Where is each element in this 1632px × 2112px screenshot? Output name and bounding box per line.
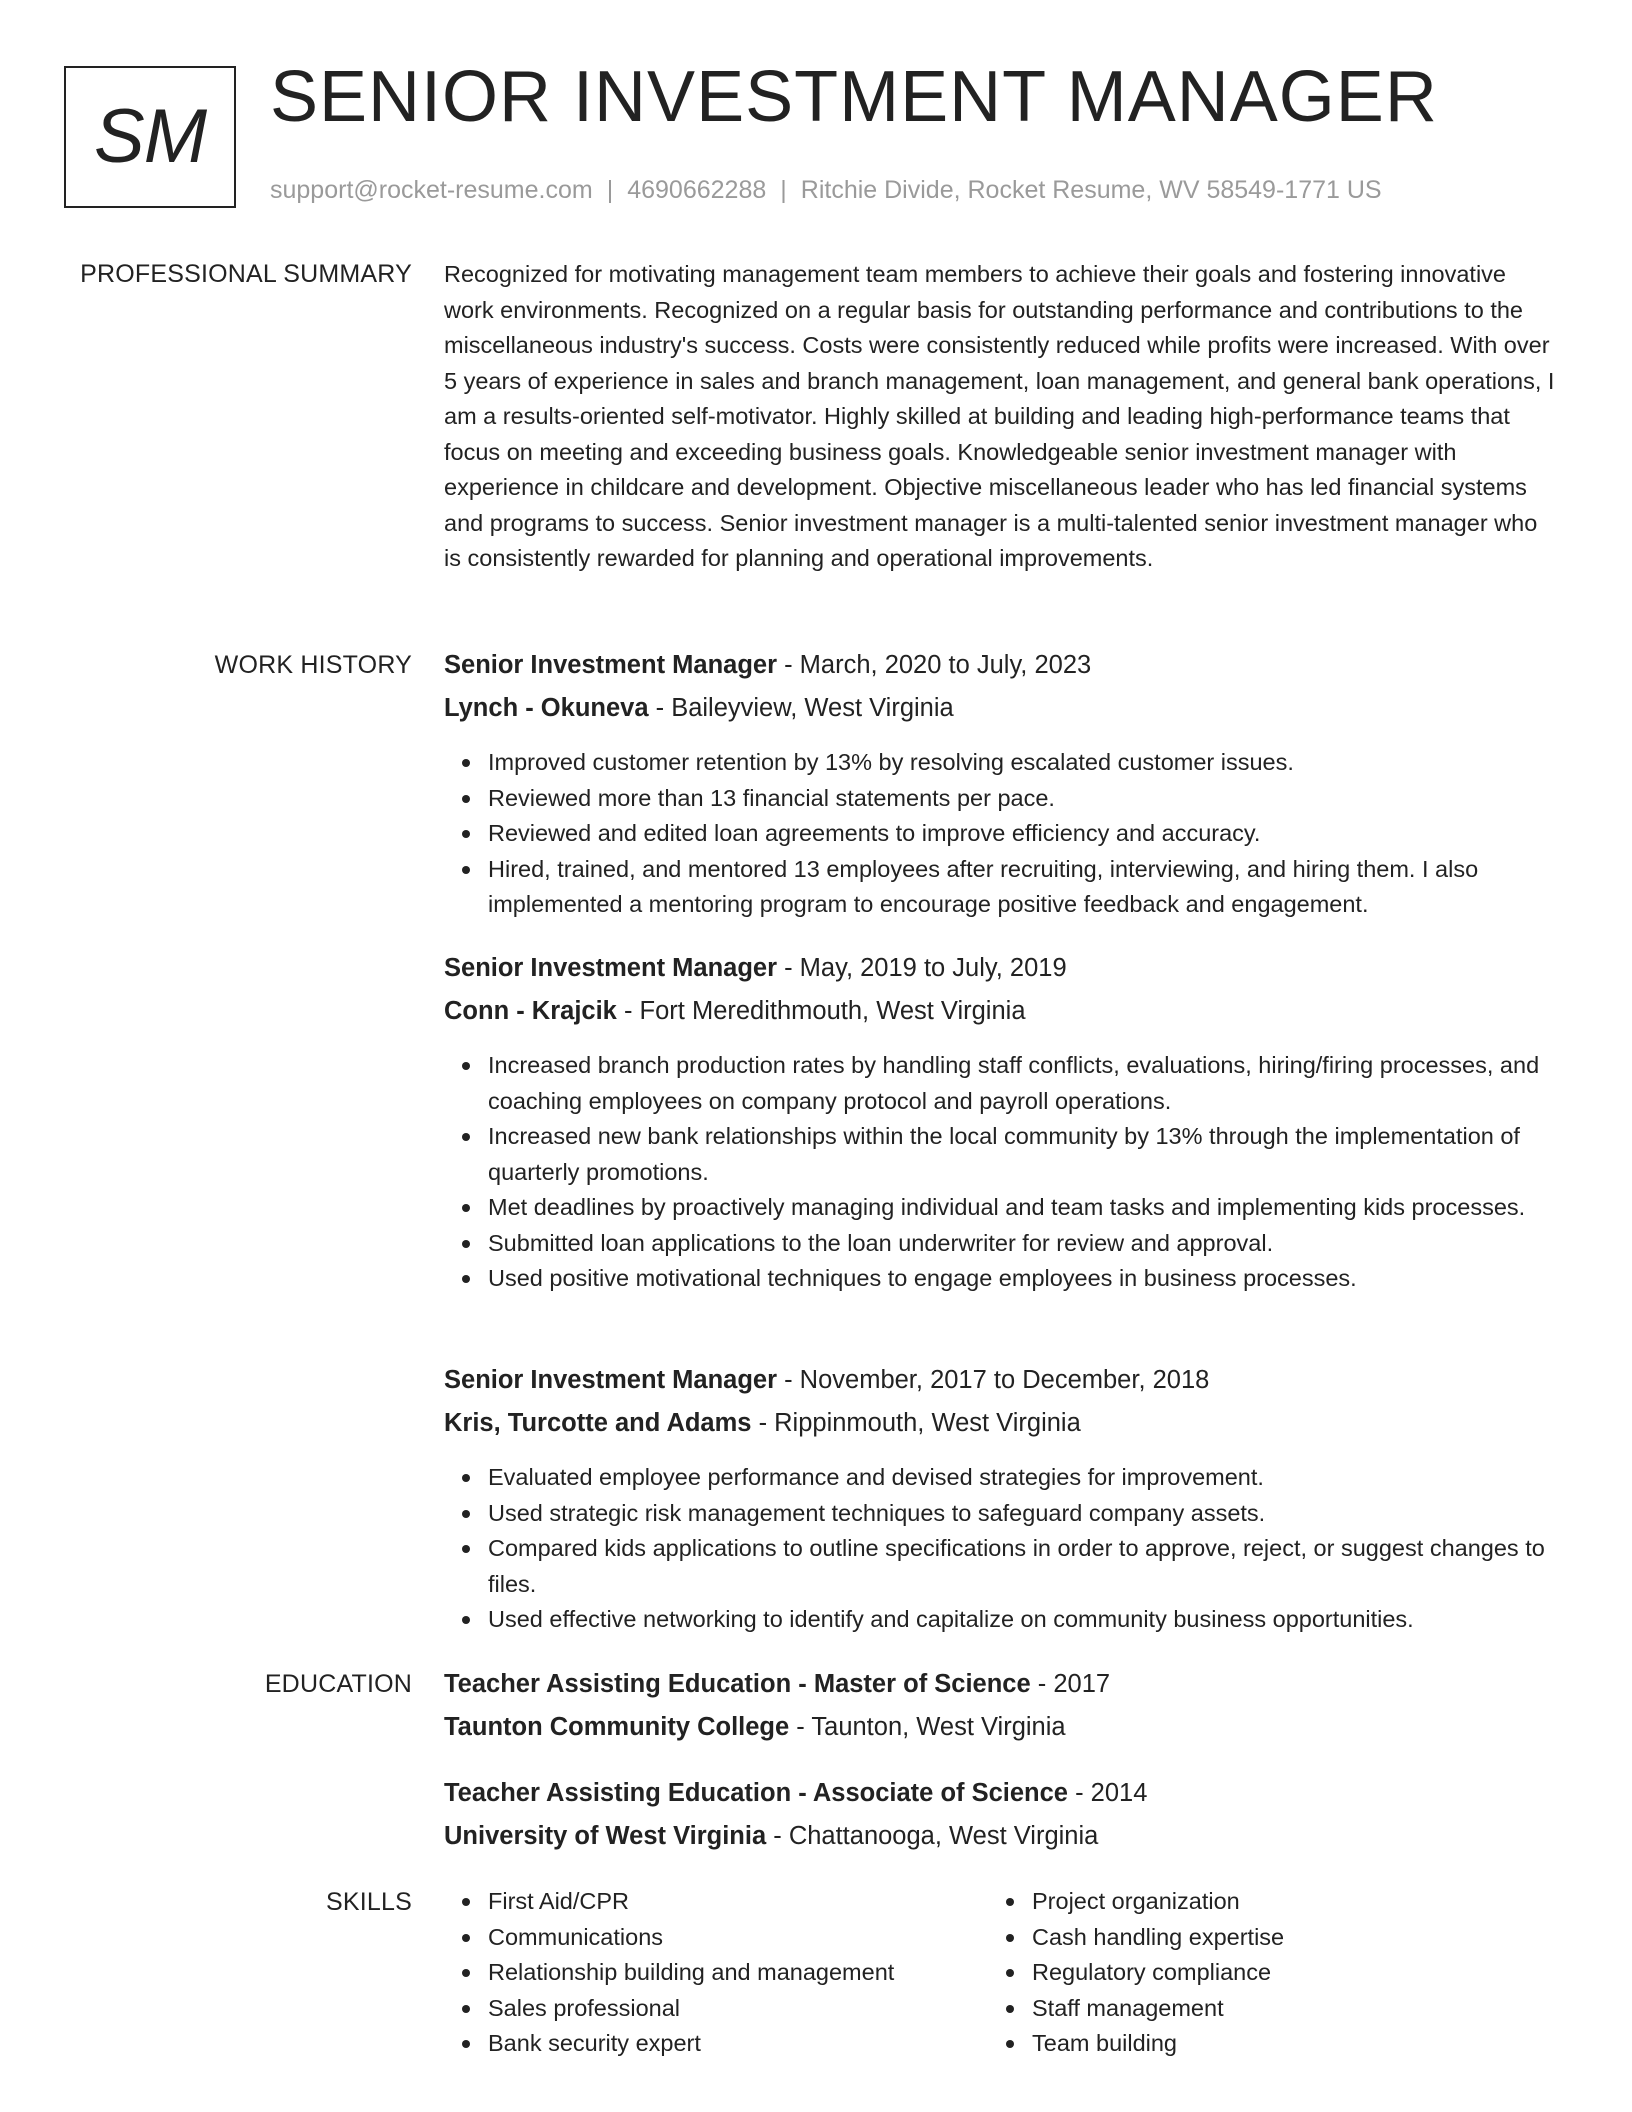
section-label-summary: PROFESSIONAL SUMMARY bbox=[80, 260, 412, 288]
list-item: Met deadlines by proactively managing individual and team tasks and implementing kids processes. bbox=[488, 1190, 1556, 1226]
school-location: - Chattanooga, West Virginia bbox=[766, 1821, 1099, 1850]
job-dates: - May, 2019 to July, 2019 bbox=[777, 954, 1067, 982]
summary-section bbox=[444, 257, 1556, 577]
company-name: Conn - Krajcik bbox=[444, 996, 617, 1025]
education-entry bbox=[444, 1669, 1556, 1742]
list-item: Reviewed more than 13 financial statements per pace. bbox=[488, 781, 1556, 817]
skill-item: Staff management bbox=[1032, 1991, 1284, 2027]
degree-name: Teacher Assisting Education - Associate of Science bbox=[444, 1779, 1068, 1807]
section-label-work-history: WORK HISTORY bbox=[214, 651, 412, 679]
company-line bbox=[444, 996, 1556, 1027]
job-title-line bbox=[444, 1365, 1556, 1396]
summary-text: Recognized for motivating management team members to achieve their goals and fostering innovative work environments. Recognized on a regular basis for outstanding performance and contributions to the miscellaneous industry's success. Costs were consistently reduced while profits were increased. With over 5 years of experience in sales and branch management, loan management, and general bank operations, I am a results-oriented self-motivator. Highly skilled at building and leading high-performance teams that focus on meeting and exceeding business goals. Knowledgeable senior investment manager with experience in childcare and development. Objective miscellaneous leader who has led financial systems and programs to success. Senior investment manager is a multi-talented senior investment manager who is consistently rewarded for planning and operational improvements. bbox=[444, 261, 1555, 571]
section-label-skills: SKILLS bbox=[326, 1888, 412, 1916]
list-item: Used effective networking to identify and capitalize on community business opportunities. bbox=[488, 1602, 1556, 1638]
skill-item: Project organization bbox=[1032, 1884, 1284, 1920]
skill-item: Sales professional bbox=[488, 1991, 894, 2027]
job-entry bbox=[444, 1365, 1556, 1638]
list-item: Used strategic risk management techniques to safeguard company assets. bbox=[488, 1496, 1556, 1532]
job-bullets bbox=[444, 1048, 1556, 1297]
degree-name: Teacher Assisting Education - Master of Science bbox=[444, 1670, 1031, 1698]
company-line bbox=[444, 1408, 1556, 1439]
skill-item: Communications bbox=[488, 1920, 894, 1956]
contact-phone[interactable]: 4690662288 bbox=[627, 176, 767, 204]
list-item: Used positive motivational techniques to engage employees in business processes. bbox=[488, 1261, 1556, 1297]
job-title-line bbox=[444, 650, 1556, 681]
job-bullets bbox=[444, 1460, 1556, 1638]
school-name: University of West Virginia bbox=[444, 1821, 767, 1850]
skill-item: Regulatory compliance bbox=[1032, 1955, 1284, 1991]
monogram-initials: SM bbox=[94, 94, 206, 179]
list-item: Submitted loan applications to the loan underwriter for review and approval. bbox=[488, 1226, 1556, 1262]
job-title: Senior Investment Manager bbox=[444, 1366, 778, 1394]
list-item: Increased branch production rates by handling staff conflicts, evaluations, hiring/firing processes, and coaching employees on company protocol and payroll operations. bbox=[488, 1048, 1556, 1119]
skills-list bbox=[444, 1884, 894, 2062]
monogram-box bbox=[64, 66, 236, 208]
skills-column-left bbox=[444, 1884, 894, 2062]
contact-line bbox=[270, 175, 1382, 205]
contact-address: Ritchie Divide, Rocket Resume, WV 58549-1771 US bbox=[800, 176, 1382, 204]
skill-item: Team building bbox=[1032, 2026, 1284, 2062]
list-item: Evaluated employee performance and devised strategies for improvement. bbox=[488, 1460, 1556, 1496]
job-entry bbox=[444, 650, 1556, 923]
degree-line bbox=[444, 1669, 1556, 1700]
degree-year: - 2014 bbox=[1068, 1779, 1148, 1807]
company-line bbox=[444, 693, 1556, 724]
list-item: Compared kids applications to outline specifications in order to approve, reject, or suggest changes to files. bbox=[488, 1531, 1556, 1602]
school-line bbox=[444, 1821, 1556, 1852]
job-title: Senior Investment Manager bbox=[444, 954, 778, 982]
company-name: Lynch - Okuneva bbox=[444, 693, 649, 722]
company-location: - Rippinmouth, West Virginia bbox=[751, 1408, 1081, 1437]
school-name: Taunton Community College bbox=[444, 1712, 790, 1741]
job-dates: - March, 2020 to July, 2023 bbox=[777, 651, 1092, 679]
contact-separator: | bbox=[606, 176, 614, 204]
job-dates: - November, 2017 to December, 2018 bbox=[777, 1366, 1210, 1394]
degree-line bbox=[444, 1778, 1556, 1809]
skills-list bbox=[988, 1884, 1284, 2062]
school-line bbox=[444, 1712, 1556, 1743]
skills-section bbox=[444, 1884, 1556, 2064]
skill-item: Relationship building and management bbox=[488, 1955, 894, 1991]
skill-item: Cash handling expertise bbox=[1032, 1920, 1284, 1956]
list-item: Improved customer retention by 13% by resolving escalated customer issues. bbox=[488, 745, 1556, 781]
skills-column-right bbox=[988, 1884, 1284, 2062]
list-item: Hired, trained, and mentored 13 employees after recruiting, interviewing, and hiring them. I also implemented a mentoring program to encourage positive feedback and engagement. bbox=[488, 852, 1556, 923]
company-location: - Fort Meredithmouth, West Virginia bbox=[616, 996, 1026, 1025]
skill-item: First Aid/CPR bbox=[488, 1884, 894, 1920]
contact-email[interactable]: support@rocket-resume.com bbox=[270, 176, 593, 204]
job-title-line bbox=[444, 953, 1556, 984]
skill-item: Bank security expert bbox=[488, 2026, 894, 2062]
contact-separator: | bbox=[780, 176, 787, 204]
company-name: Kris, Turcotte and Adams bbox=[444, 1408, 752, 1437]
job-bullets bbox=[444, 745, 1556, 923]
list-item: Increased new bank relationships within the local community by 13% through the implementation of quarterly promotions. bbox=[488, 1119, 1556, 1190]
list-item: Reviewed and edited loan agreements to improve efficiency and accuracy. bbox=[488, 816, 1556, 852]
school-location: - Taunton, West Virginia bbox=[789, 1712, 1066, 1741]
section-label-education: EDUCATION bbox=[264, 1670, 412, 1698]
job-entry bbox=[444, 953, 1556, 1297]
education-entry bbox=[444, 1778, 1556, 1851]
page-title: SENIOR INVESTMENT MANAGER bbox=[270, 57, 1438, 137]
degree-year: - 2017 bbox=[1030, 1670, 1111, 1698]
job-title: Senior Investment Manager bbox=[444, 651, 778, 679]
company-location: - Baileyview, West Virginia bbox=[648, 693, 954, 722]
